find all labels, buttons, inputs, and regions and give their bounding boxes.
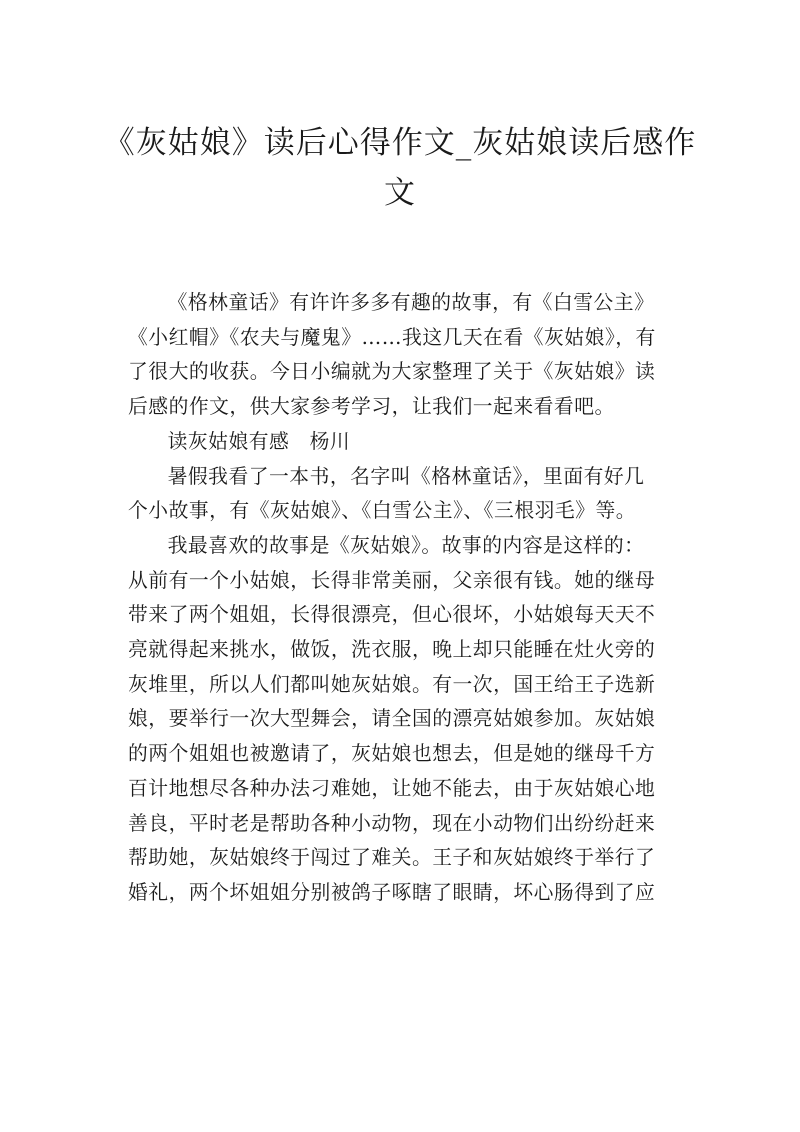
text-line: 灰堆里，所以人们都叫她灰姑娘。有一次，国王给王子选新 (128, 672, 656, 696)
text-line: 的两个姐姐也被邀请了，灰姑娘也想去，但是她的继母千方 (128, 742, 656, 766)
document-title (100, 118, 700, 218)
text-line: 了很大的收获。今日小编就为大家整理了关于《灰姑娘》读 (128, 360, 656, 384)
text-line: 我最喜欢的故事是《灰姑娘》。故事的内容是这样的： (167, 533, 645, 557)
body-paragraph (128, 529, 676, 911)
title-line: 文 (384, 175, 416, 211)
text-line: 帮助她，灰姑娘终于闯过了难关。王子和灰姑娘终于举行了 (128, 846, 656, 870)
text-line: 从前有一个小姑娘，长得非常美丽，父亲很有钱。她的继母 (128, 568, 656, 592)
intro-paragraph (128, 286, 676, 425)
text-line: 《格林童话》有许许多多有趣的故事，有《白雪公主》 (167, 291, 655, 314)
text-line: 婚礼，两个坏姐姐分别被鸽子啄瞎了眼睛，坏心肠得到了应 (128, 880, 656, 904)
text-line: 娘，要举行一次大型舞会，请全国的漂亮姑娘参加。灰姑娘 (128, 707, 656, 731)
text-line: 读灰姑娘有感 杨川 (167, 429, 351, 453)
document-body (128, 286, 676, 911)
text-line: 后感的作文，供大家参考学习，让我们一起来看看吧。 (128, 395, 615, 419)
title-line: 《灰姑娘》读后心得作文_灰姑娘读后感作 (103, 125, 697, 161)
text-line: 个小故事，有《灰姑娘》、《白雪公主》、《三根羽毛》等。 (128, 499, 637, 523)
text-line: 善良，平时老是帮助各种小动物，现在小动物们出纷纷赶来 (128, 811, 656, 835)
text-line: 暑假我看了一本书，名字叫《格林童话》，里面有好几 (167, 464, 645, 488)
body-paragraph (128, 460, 676, 529)
text-line: 带来了两个姐姐，长得很漂亮，但心很坏，小姑娘每天天不 (128, 603, 656, 627)
text-line: 《小红帽》《农夫与魔鬼》……我这几天在看《灰姑娘》，有 (128, 325, 656, 349)
essay-heading (128, 425, 676, 460)
text-line: 百计地想尽各种办法刁难她，让她不能去，由于灰姑娘心地 (128, 776, 656, 800)
text-line: 亮就得起来挑水，做饭，洗衣服，晚上却只能睡在灶火旁的 (128, 638, 656, 662)
